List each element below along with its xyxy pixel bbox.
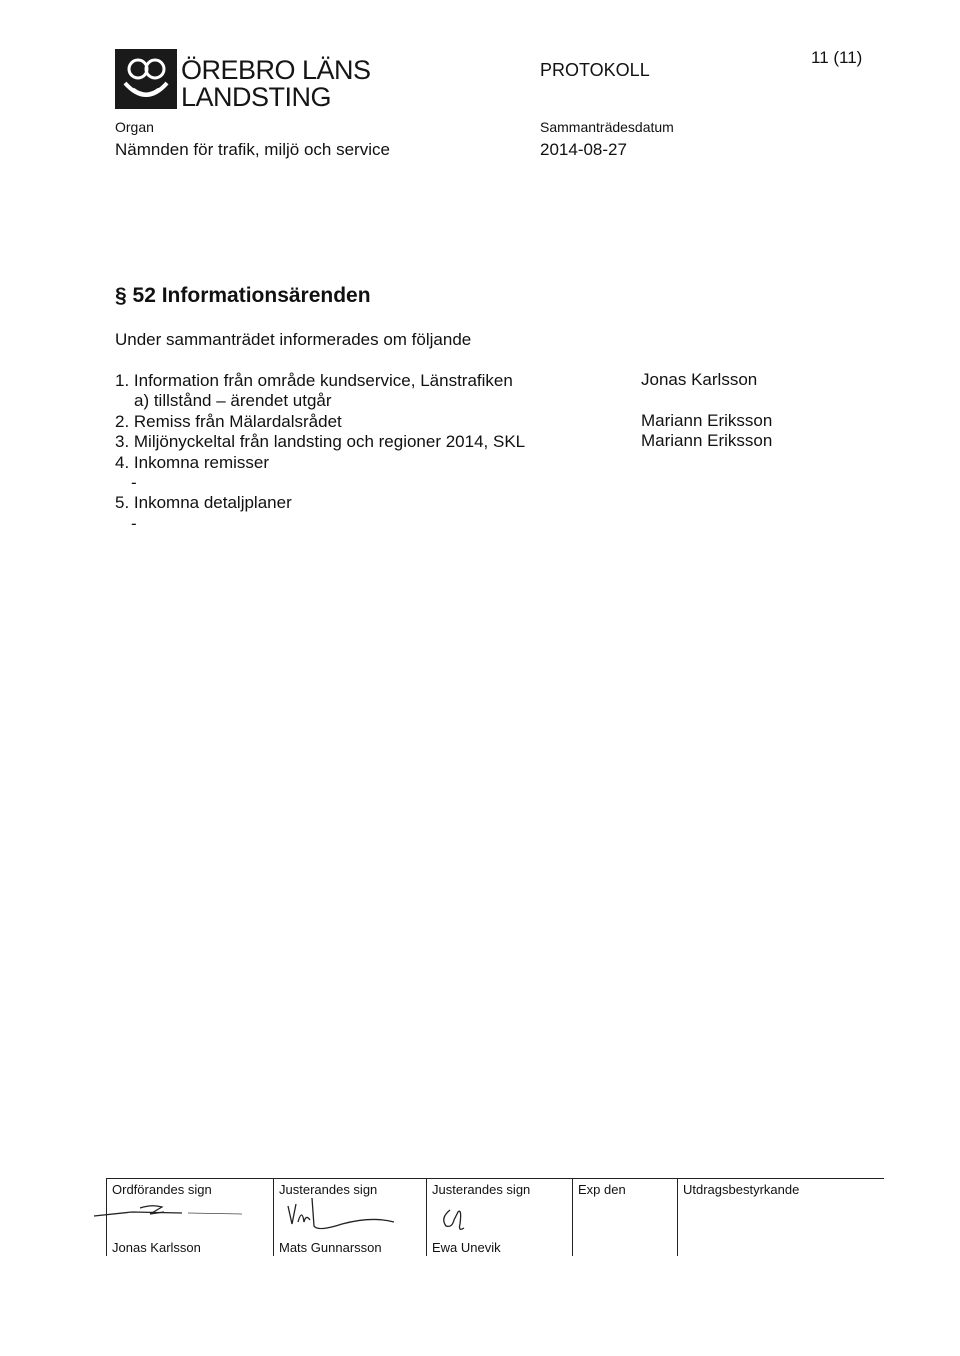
agenda-item: 1. Information från område kundservice, Länstrafiken [115, 371, 513, 390]
landsting-logo-icon [115, 49, 177, 109]
signature-table-top-border [106, 1178, 884, 1179]
document-type: PROTOKOLL [540, 60, 650, 80]
signer-name: Mats Gunnarsson [279, 1240, 382, 1255]
agenda-dash: - [131, 473, 137, 492]
chair-sign-heading: Ordförandes sign [112, 1182, 212, 1197]
organ-label: Organ [115, 119, 154, 135]
expedition-date-heading: Exp den [578, 1182, 626, 1197]
signature-table [106, 1178, 884, 1256]
organ-value: Nämnden för trafik, miljö och service [115, 140, 390, 159]
meeting-date-label: Sammanträdesdatum [540, 119, 674, 135]
signature-ewa-unevik [436, 1202, 476, 1236]
section-intro: Under sammanträdet informerades om följande [115, 330, 472, 349]
signature-mats-gunnarsson [282, 1196, 402, 1238]
extract-certification-heading: Utdragsbestyrkande [683, 1182, 800, 1197]
logo-text-line-1: ÖREBRO LÄNS [181, 55, 371, 85]
signature-jonas-karlsson [92, 1196, 252, 1226]
section-heading: § 52 Informationsärenden [115, 284, 371, 307]
page-number: 11 (11) [811, 48, 863, 67]
agenda-dash: - [131, 514, 137, 533]
presenter-name: Mariann Eriksson [641, 411, 773, 430]
agenda-item: 3. Miljönyckeltal från landsting och regioner 2014, SKL [115, 432, 526, 451]
column-divider [273, 1178, 274, 1256]
signer-name: Ewa Unevik [432, 1240, 501, 1255]
adjuster-sign-heading: Justerandes sign [432, 1182, 531, 1197]
agenda-subitem: a) tillstånd – ärendet utgår [134, 391, 332, 410]
presenter-name: Jonas Karlsson [641, 370, 758, 389]
column-divider [677, 1178, 678, 1256]
adjuster-sign-heading: Justerandes sign [279, 1182, 378, 1197]
signer-name: Jonas Karlsson [112, 1240, 201, 1255]
agenda-item: 5. Inkomna detaljplaner [115, 493, 292, 512]
meeting-date-value: 2014-08-27 [540, 140, 627, 159]
column-divider [426, 1178, 427, 1256]
column-divider [572, 1178, 573, 1256]
logo-text-line-2: LANDSTING [181, 82, 332, 112]
agenda-item: 4. Inkomna remisser [115, 453, 269, 472]
presenter-name: Mariann Eriksson [641, 431, 773, 450]
agenda-item: 2. Remiss från Mälardalsrådet [115, 412, 342, 431]
